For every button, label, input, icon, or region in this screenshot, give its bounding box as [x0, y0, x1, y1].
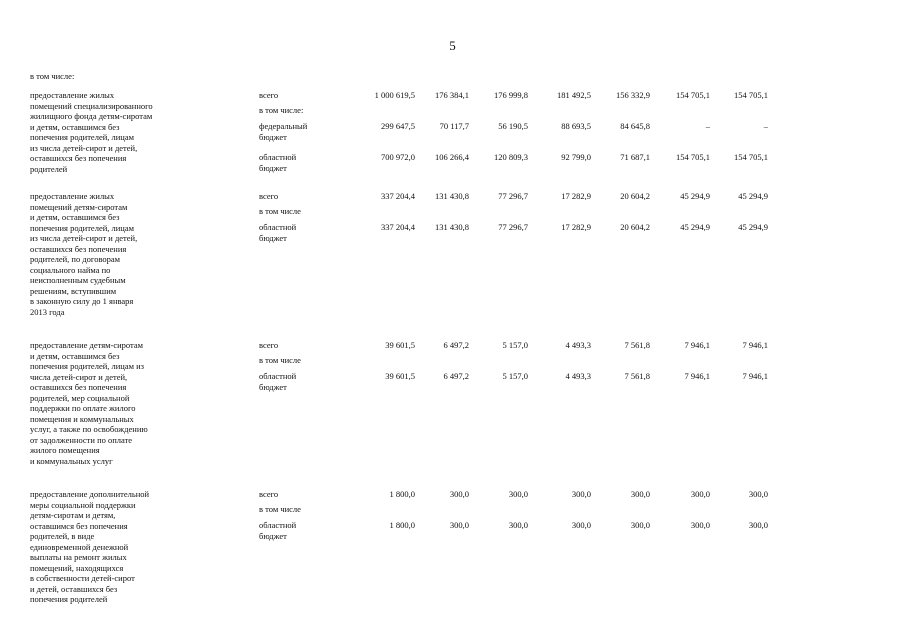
amount-cell: 300,0 — [508, 489, 528, 499]
funding-source-label: федеральный бюджет — [259, 121, 308, 142]
amount-cell: 84 645,8 — [620, 121, 650, 131]
amount-cell: 300,0 — [571, 520, 591, 530]
amount-cell: 4 493,3 — [565, 340, 591, 350]
amount-cell: 700 972,0 — [381, 152, 415, 162]
section-description: предоставление жилых помещений детям-сиротам и детям, оставшимся без попечения родителей, лицам из числа детей-сирот и детей, оставшихся без попечения родителей, по договорам социального найма по неисполненным судебным решениям, вступившим в законную силу до 1 января 2013 года — [30, 191, 138, 317]
amount-cell: 71 687,1 — [620, 152, 650, 162]
amount-cell: 181 492,5 — [557, 90, 591, 100]
amount-cell: 131 430,8 — [435, 191, 469, 201]
amount-cell: 300,0 — [630, 489, 650, 499]
amount-cell: 7 561,8 — [624, 371, 650, 381]
funding-source-label: областной бюджет — [259, 520, 297, 541]
amount-cell: 77 296,7 — [498, 191, 528, 201]
amount-cell: 7 946,1 — [684, 371, 710, 381]
amount-cell: 154 705,1 — [734, 90, 768, 100]
amount-cell: 156 332,9 — [616, 90, 650, 100]
amount-cell: 17 282,9 — [561, 222, 591, 232]
amount-cell: 45 294,9 — [738, 191, 768, 201]
amount-cell: 5 157,0 — [502, 340, 528, 350]
section-description: предоставление детям-сиротам и детям, оставшимся без попечения родителей, лицам из числа детей-сирот и детей, оставшихся без попечения родителей, мер социальной поддержки по оплате жилого помещения и коммунальных услуг, а также по освобождению от задолженности по оплате жилого помещения и коммунальных услуг — [30, 340, 148, 466]
amount-cell: 337 204,4 — [381, 191, 415, 201]
amount-cell: 92 799,0 — [561, 152, 591, 162]
funding-row — [259, 520, 779, 542]
amount-cell: 300,0 — [571, 489, 591, 499]
amount-cell: 20 604,2 — [620, 191, 650, 201]
amount-cell: 7 561,8 — [624, 340, 650, 350]
amount-cell: 120 809,3 — [494, 152, 528, 162]
amount-cell: 7 946,1 — [742, 340, 768, 350]
amount-cell: 300,0 — [508, 520, 528, 530]
amount-cell: 300,0 — [449, 489, 469, 499]
section-description: предоставление дополнительной меры социальной поддержки детям-сиротам и детям, оставшимся без попечения родителей, в виде единовременной денежной выплаты на ремонт жилых помещений, находящихся в собственности детей-сирот и детей, оставшихся без попечения родителей — [30, 489, 150, 604]
amount-cell: 300,0 — [690, 489, 710, 499]
amount-cell: 20 604,2 — [620, 222, 650, 232]
amount-cell: 300,0 — [630, 520, 650, 530]
amount-cell: 1 000 619,5 — [374, 90, 415, 100]
amount-cell: 154 705,1 — [734, 152, 768, 162]
funding-row — [259, 371, 779, 393]
amount-cell: 5 157,0 — [502, 371, 528, 381]
amount-cell: 17 282,9 — [561, 191, 591, 201]
amount-cell: 300,0 — [449, 520, 469, 530]
amount-cell: 77 296,7 — [498, 222, 528, 232]
amount-cell: 106 266,4 — [435, 152, 469, 162]
amount-cell: 337 204,4 — [381, 222, 415, 232]
amount-cell: 7 946,1 — [742, 371, 768, 381]
funding-source-label: областной бюджет — [259, 152, 297, 173]
amount-cell: 7 946,1 — [684, 340, 710, 350]
amount-cell: 6 497,2 — [443, 371, 469, 381]
funding-source-label: в том числе — [259, 504, 301, 514]
amount-cell: 176 384,1 — [435, 90, 469, 100]
amount-cell: 299 647,5 — [381, 121, 415, 131]
amount-cell: 45 294,9 — [680, 191, 710, 201]
amount-cell: 4 493,3 — [565, 371, 591, 381]
amount-cell: 70 117,7 — [439, 121, 469, 131]
section-description: предоставление жилых помещений специализированного жилищного фонда детям-сиротам и детям, оставшимся без попечения родителей, лицам из числа детей-сирот и детей, оставшихся без попечения родителей — [30, 90, 153, 174]
amount-cell: 154 705,1 — [676, 152, 710, 162]
funding-source-label: в том числе: — [259, 105, 304, 115]
funding-row — [259, 121, 779, 143]
intro-text: в том числе: — [30, 71, 75, 81]
amount-cell: 39 601,5 — [385, 371, 415, 381]
amount-cell: 39 601,5 — [385, 340, 415, 350]
amount-cell: 6 497,2 — [443, 340, 469, 350]
funding-source-label: в том числе — [259, 355, 301, 365]
amount-cell: 45 294,9 — [680, 222, 710, 232]
amount-cell: 56 190,5 — [498, 121, 528, 131]
page-number: 5 — [449, 38, 456, 53]
amount-cell: 300,0 — [748, 489, 768, 499]
funding-source-label: в том числе — [259, 206, 301, 216]
amount-cell: 154 705,1 — [676, 90, 710, 100]
amount-cell: 1 800,0 — [389, 520, 415, 530]
funding-row — [259, 222, 779, 244]
amount-cell: – — [763, 121, 768, 131]
funding-source-label: областной бюджет — [259, 371, 297, 392]
amount-cell: 45 294,9 — [738, 222, 768, 232]
funding-source-label: всего — [259, 191, 279, 201]
amount-cell: 1 800,0 — [389, 489, 415, 499]
amount-cell: 131 430,8 — [435, 222, 469, 232]
funding-row — [259, 152, 779, 174]
amount-cell: 176 999,8 — [494, 90, 528, 100]
funding-source-label: всего — [259, 90, 279, 100]
amount-cell: – — [705, 121, 710, 131]
funding-source-label: всего — [259, 340, 279, 350]
amount-cell: 300,0 — [748, 520, 768, 530]
amount-cell: 88 693,5 — [561, 121, 591, 131]
amount-cell: 300,0 — [690, 520, 710, 530]
funding-source-label: областной бюджет — [259, 222, 297, 243]
funding-source-label: всего — [259, 489, 279, 499]
